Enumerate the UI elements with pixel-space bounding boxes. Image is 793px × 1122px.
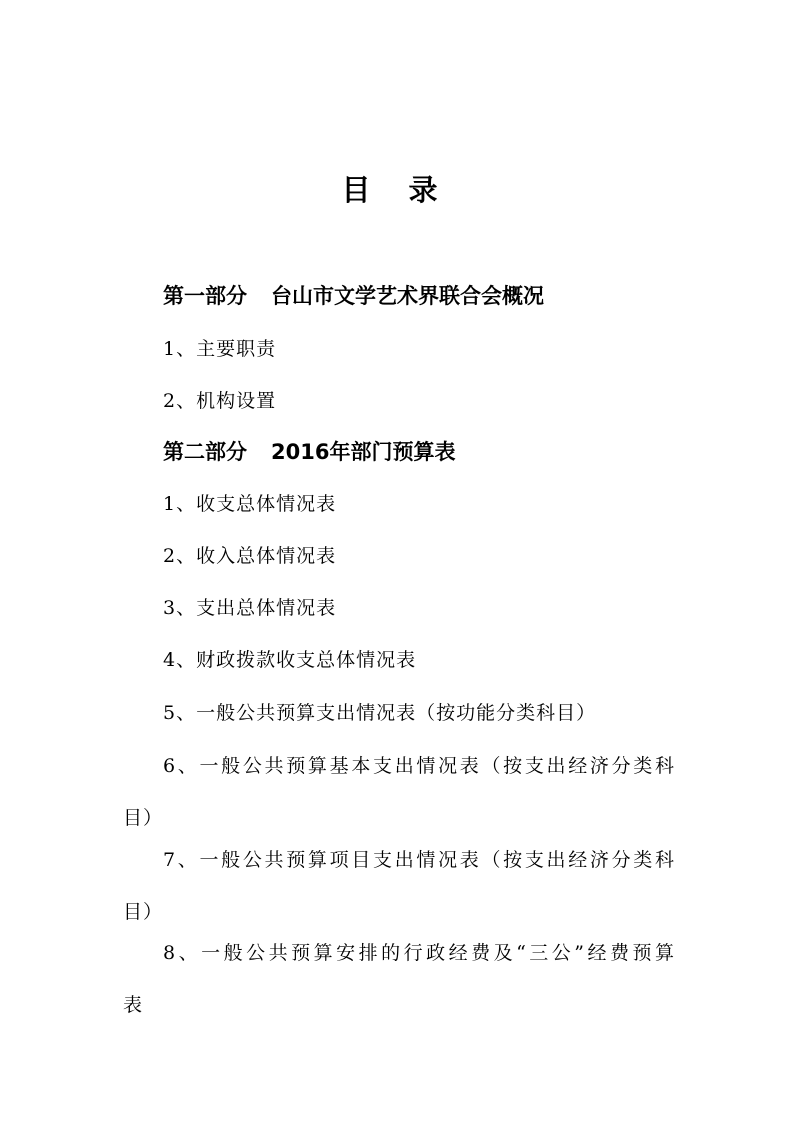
toc-item: 3、支出总体情况表: [163, 597, 337, 619]
section-label: 第一部分: [163, 284, 247, 308]
toc-item-line: 8、一般公共预算安排的行政经费及“三公”经费预算: [163, 942, 675, 964]
toc-item-line: 目）: [123, 807, 164, 829]
toc-item: 5、一般公共预算支出情况表（按功能分类科目）: [163, 702, 597, 724]
page-title: 目 录: [341, 173, 452, 207]
toc-item: 2、收入总体情况表: [163, 545, 337, 567]
toc-item-wrapped: [123, 845, 675, 927]
section-heading-part-1: [163, 281, 544, 311]
section-title: 台山市文学艺术界联合会概况: [271, 284, 544, 308]
toc-item-line: 表: [123, 994, 144, 1016]
toc-item: 4、财政拨款收支总体情况表: [163, 649, 417, 671]
section-title: 2016年部门预算表: [271, 440, 456, 464]
section-heading-part-2: [163, 437, 455, 467]
toc-item-line: 6、一般公共预算基本支出情况表（按支出经济分类科: [163, 755, 675, 777]
toc-item: 1、主要职责: [163, 338, 277, 360]
toc-item-wrapped: [123, 751, 675, 833]
toc-item-line: 7、一般公共预算项目支出情况表（按支出经济分类科: [163, 849, 675, 871]
toc-item-wrapped: [123, 938, 675, 1020]
section-label: 第二部分: [163, 440, 247, 464]
toc-item-line: 目）: [123, 901, 164, 923]
toc-item: 2、机构设置: [163, 390, 277, 412]
toc-item: 1、收支总体情况表: [163, 493, 337, 515]
